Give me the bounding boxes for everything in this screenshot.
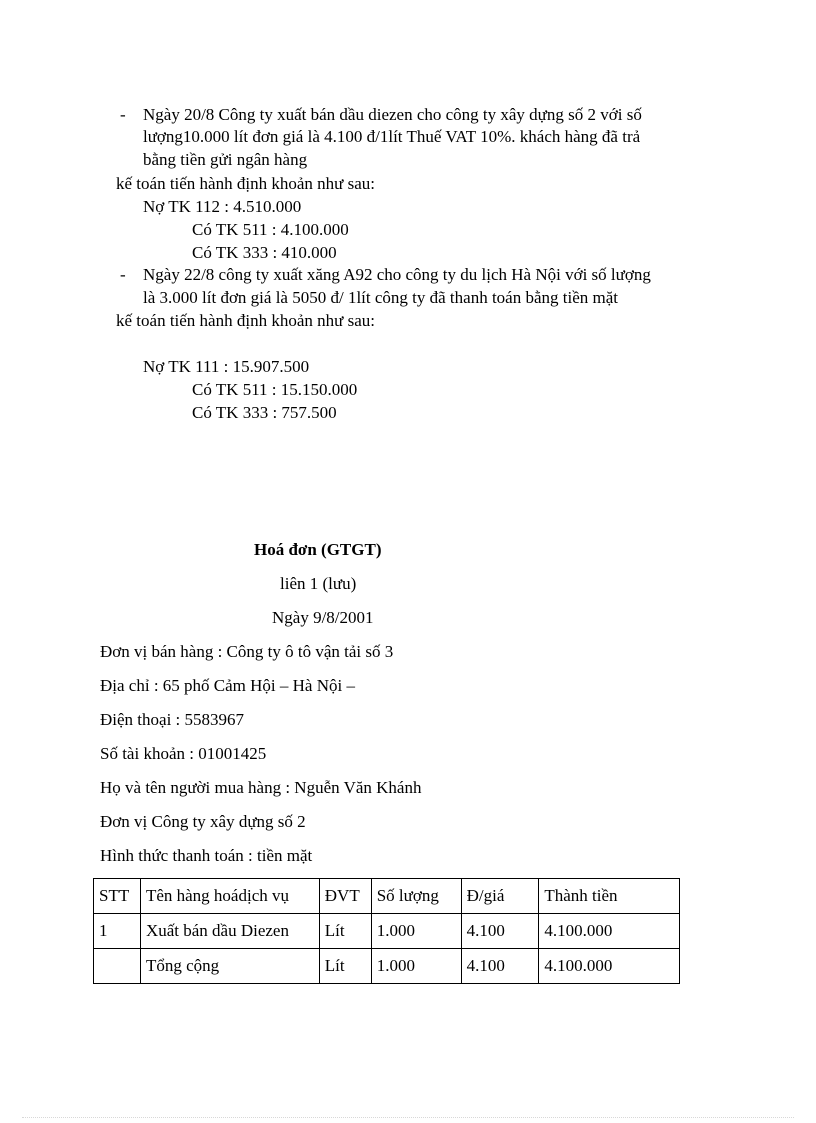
invoice-phone: Điện thoại : 5583967 (100, 710, 245, 729)
table-total-row (94, 949, 680, 984)
invoice-date: Ngày 9/8/2001 (272, 608, 374, 627)
cell-unit: Lít (319, 914, 371, 949)
cell-unit-price: 4.100 (461, 914, 539, 949)
entry2-debit: Nợ TK 111 : 15.907.500 (143, 357, 310, 376)
cell-unit-price: 4.100 (461, 949, 539, 984)
invoice-payment: Hình thức thanh toán : tiền mặt (100, 846, 313, 865)
entry1-debit: Nợ TK 112 : 4.510.000 (143, 197, 302, 216)
header-item-name: Tên hàng hoádịch vụ (140, 879, 319, 914)
cell-unit: Lít (319, 949, 371, 984)
entry1-line1: Ngày 20/8 Công ty xuất bán dầu diezen cho công ty xây dựng số 2 với số (143, 105, 642, 124)
entry1-credit2: Có TK 333 : 410.000 (192, 243, 337, 262)
invoice-copy: liên 1 (lưu) (280, 574, 357, 593)
header-stt: STT (94, 879, 141, 914)
invoice-buyer: Họ và tên người mua hàng : Nguễn Văn Khánh (100, 778, 422, 797)
header-unit: ĐVT (319, 879, 371, 914)
entry1-line3: bằng tiền gửi ngân hàng (143, 150, 308, 169)
invoice-title: Hoá đơn (GTGT) (254, 540, 382, 559)
cell-stt (94, 949, 141, 984)
cell-quantity: 1.000 (371, 949, 461, 984)
cell-amount: 4.100.000 (539, 914, 680, 949)
invoice-buyer-unit: Đơn vị Công ty xây dựng số 2 (100, 812, 306, 831)
cell-item-name: Xuất bán dầu Diezen (140, 914, 319, 949)
cell-stt: 1 (94, 914, 141, 949)
header-amount: Thành tiền (539, 879, 680, 914)
invoice-table (93, 878, 680, 984)
entry1-intro: kế toán tiến hành định khoản như sau: (116, 174, 375, 193)
table-row (94, 914, 680, 949)
invoice-account: Số tài khoản : 01001425 (100, 744, 267, 763)
entry2-line1: Ngày 22/8 công ty xuất xăng A92 cho công ty du lịch Hà Nội với số lượng (143, 265, 651, 284)
cell-quantity: 1.000 (371, 914, 461, 949)
entry1-bullet: - (120, 105, 126, 124)
cell-item-name: Tổng cộng (140, 949, 319, 984)
invoice-seller: Đơn vị bán hàng : Công ty ô tô vận tải số 3 (100, 642, 394, 661)
cell-amount: 4.100.000 (539, 949, 680, 984)
header-unit-price: Đ/giá (461, 879, 539, 914)
entry2-credit2: Có TK 333 : 757.500 (192, 403, 337, 422)
entry2-credit1: Có TK 511 : 15.150.000 (192, 380, 358, 399)
entry1-line2: lượng10.000 lít đơn giá là 4.100 đ/1lít Thuế VAT 10%. khách hàng đã trả (143, 127, 641, 146)
entry1-credit1: Có TK 511 : 4.100.000 (192, 220, 349, 239)
entry2-bullet: - (120, 265, 126, 284)
invoice-address: Địa chỉ : 65 phố Cảm Hội – Hà Nội – (100, 676, 355, 695)
table-header-row (94, 879, 680, 914)
entry2-intro: kế toán tiến hành định khoản như sau: (116, 311, 375, 330)
header-quantity: Số lượng (371, 879, 461, 914)
page-bottom-edge (22, 1117, 794, 1118)
entry2-line2: là 3.000 lít đơn giá là 5050 đ/ 1lít công ty đã thanh toán bằng tiền mặt (143, 288, 618, 307)
